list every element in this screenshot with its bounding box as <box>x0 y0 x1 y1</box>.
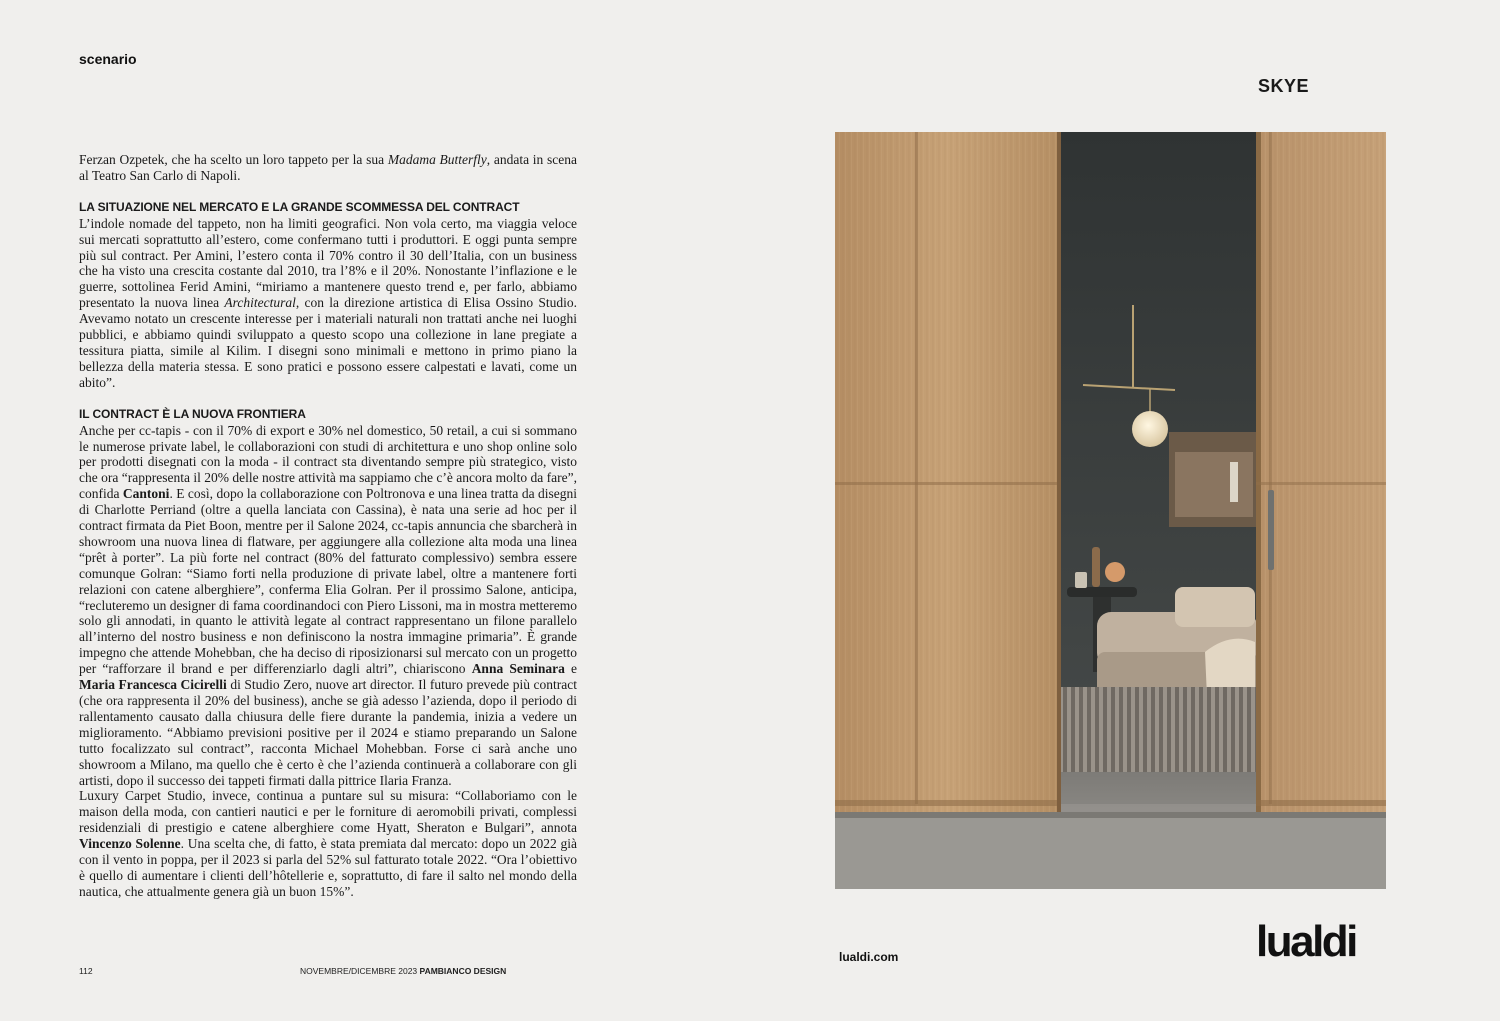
text-run: Anna Seminara <box>471 661 565 677</box>
article-body <box>79 152 577 900</box>
text-run: e <box>564 661 578 677</box>
page-number: 112 <box>79 966 93 976</box>
paragraph-2 <box>79 216 577 391</box>
text-run: Architectural <box>224 295 296 311</box>
text-run: Ferzan Ozpetek, che ha scelto un loro tappeto per la sua <box>79 152 388 167</box>
text-run: , con la direzione artistica di Elisa Ossino Studio. Avevamo notato un crescente interesse per i materiali naturali non trattati anche nei luoghi pubblici, e abbiamo quindi sviluppato a questo scopo una collezione in lane pregiate a tessitura piatta, simile al Kilim. I disegni sono minimali e mettono in primo piano la bellezza della materia stessa. E sono pratici e possono essere calpestati e lavati, come un abito”. <box>79 295 577 390</box>
text-run: di Studio Zero, nuove art director. Il futuro prevede più contract (che ora rappresenta il 20% del business), anche se già adesso l’azienda, dopo il periodo di rallentamento causato dalla chiusura delle fiere durante la pandemia, inizia a vedere un miglioramento. “Abbiamo previsioni positive per il 2024 e stiamo preparando un Salone tutto focalizzato sul contract”, racconta Michael Mohebban. Forse ci sarà anche uno showroom a Milano, ma quello che è certo è che l’azienda continuerà a collaborare con gli artisti, dopo il successo dei tappeti firmati dalla pittrice Ilaria Franza. <box>79 677 577 788</box>
text-run: Luxury Carpet Studio, invece, continua a puntare sul su misura: “Collaboriamo con le maison della moda, con cantieri nautici e per le forniture di aeromobili privati, complessi residenziali di prestigio e catene alberghiere come Hyatt, Sheraton e Bulgari”, annota <box>79 788 577 836</box>
text-run: Madama Butterfly <box>387 152 487 167</box>
ad-product-name: SKYE <box>1258 76 1310 96</box>
section-tag: scenario <box>79 51 137 67</box>
issue-line <box>300 966 506 976</box>
text-run: . Una scelta che, di fatto, è stata premiata dal mercato: dopo un 2022 già con il vento in poppa, per il 2023 si parla del 52% sul fatturato totale 2022. “Ora l’obiettivo è quello di aumentare i clienti dell’hôtellerie e, soprattutto, di fare il salto nel mondo della nautica, che attualmente genera già un buon 15%”. <box>79 836 578 899</box>
text-run: , andata in scena al Teatro San Carlo di Napoli. <box>79 152 577 183</box>
issue-date: NOVEMBRE/DICEMBRE 2023 <box>300 966 418 976</box>
text-run: L’indole nomade del tappeto, non ha limiti geografici. Non vola certo, ma viaggia veloce sui mercati soprattutto all’estero, come confermano tutti i produttori. E oggi punta sempre più sul contract. Per Amini, l’estero conta il 70% contro il 30 dell’Italia, con un business che ha visto una crescita costante dal 2010, tra l’8% e il 20%. Nonostante l’inflazione e le guerre, sottolinea Ferid Amini, “miriamo a mantenere questo trend e, per farlo, abbiamo presentato la nuova linea <box>79 215 577 311</box>
text-run: Anche per cc-tapis - con il 70% di export e 30% nel domestico, 50 retail, a cui si sommano le numerose private label, le collaborazioni con studi di architettura e uno shop online solo per prodotti disegnati con la moda - il contract sta diventando sempre più strategico, visto che ora “rappresenta il 20% delle nostre attività ma sappiamo che c’è ancora molto da fare”, confida <box>79 422 577 502</box>
ad-photo-sliding-doors <box>835 132 1386 889</box>
text-run: Cantoni <box>122 486 170 502</box>
text-run: Maria Francesca Cicirelli <box>79 677 227 693</box>
text-run: Vincenzo Solenne <box>79 836 181 852</box>
subheading-contract: IL CONTRACT È LA NUOVA FRONTIERA <box>79 406 306 421</box>
paragraph-1 <box>79 152 577 184</box>
magazine-name: PAMBIANCO DESIGN <box>419 966 507 976</box>
text-run: . E così, dopo la collaborazione con Poltronova e una linea tratta da disegni di Charlotte Perriand (oltre a quella lanciata con Cassina), è nata una serie ad hoc per il contract firmata da Piet Boon, mentre per il Salone 2024, cc-tapis annuncia che sbarcherà in showroom una nuova linea di flatware, per aggiungere alla collezione alta moda una linea “prêt à porter”. La più forte nel contract (80% del fatturato complessivo) sembra essere comunque Golran: “Siamo forti nella produzione di private label, oltre a mantenere forti relazioni con catene alberghiere”, conferma Elia Golran. Per il prossimo Salone, anticipa, “recluteremo un designer di fama coordinandoci con Piero Lissoni, ma in mostra metteremo solo gli annodati, in quanto le attività legate al contract rappresentano un filone parallelo all’interno del nostro business e non definiscono la nostra immagine primaria”. È grande impegno che attende Mohebban, che ha deciso di riposizionarsi sul mercato con un progetto per “rafforzare il brand e per differenziarlo dagli altri”, chiariscono <box>79 486 577 677</box>
paragraph-4 <box>79 788 577 899</box>
ad-website-link[interactable]: lualdi.com <box>839 950 899 964</box>
interior-illustration <box>835 132 1386 889</box>
lualdi-logo: lualdi <box>1256 917 1356 966</box>
subheading-market: LA SITUAZIONE NEL MERCATO E LA GRANDE SCOMMESSA DEL CONTRACT <box>79 199 520 214</box>
paragraph-3 <box>79 423 577 789</box>
